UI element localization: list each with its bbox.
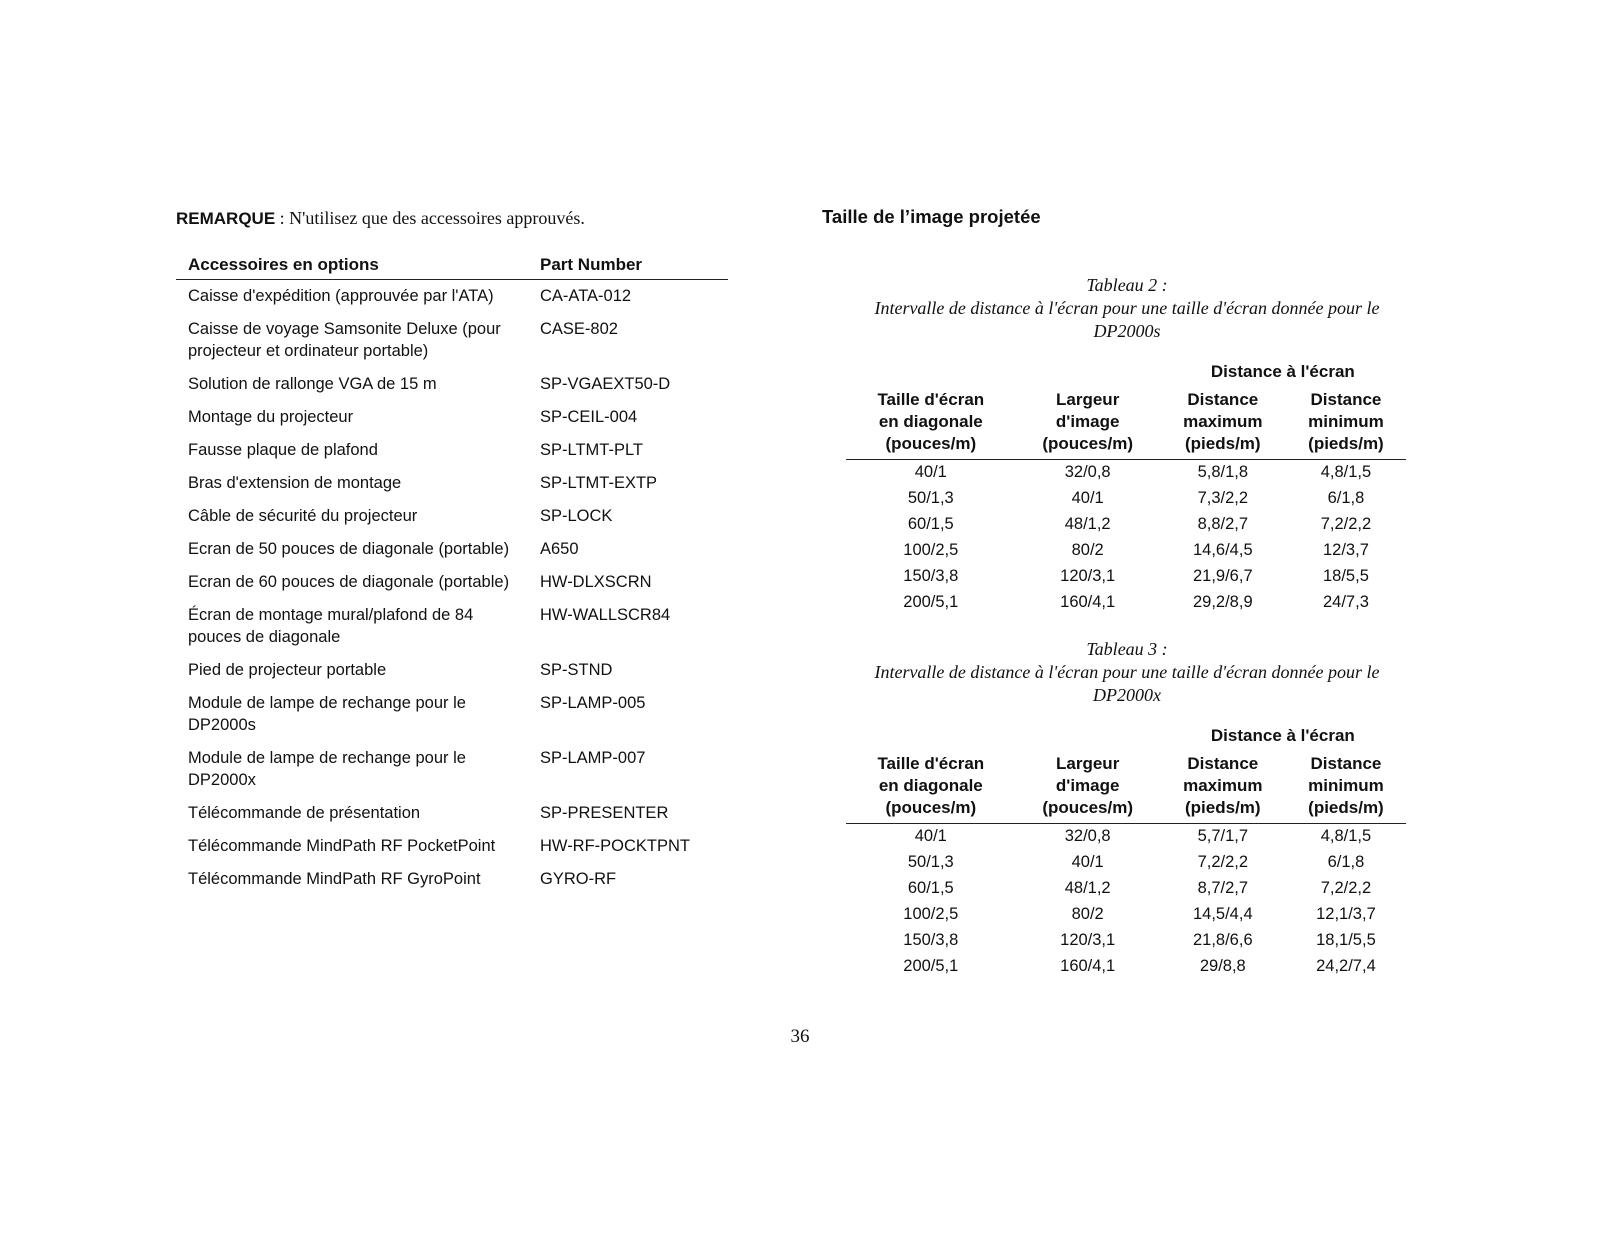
caption-title: Tableau 3 : <box>1086 639 1168 659</box>
accessory-name: Module de lampe de rechange pour le DP2000s <box>188 694 466 734</box>
table-cell: 40/1 <box>914 827 947 845</box>
table-cell: 5,7/1,7 <box>1197 827 1249 845</box>
table-cell: 21,9/6,7 <box>1192 567 1253 585</box>
group-header-row <box>846 707 1406 753</box>
table-cell: 4,8/1,5 <box>1320 463 1372 481</box>
accessory-part: SP-LTMT-EXTP <box>540 474 658 492</box>
accessory-part: SP-VGAEXT50-D <box>540 375 671 393</box>
accessory-name: Caisse d'expédition (approuvée par l'ATA) <box>188 287 494 305</box>
table-cell: 60/1,5 <box>907 879 954 897</box>
column-header: Distance minimum (pieds/m) <box>1286 753 1406 824</box>
accessory-part: GYRO-RF <box>540 870 617 888</box>
table-cell: 7,2/2,2 <box>1197 853 1249 871</box>
table-cell: 14,6/4,5 <box>1192 541 1253 559</box>
accessory-part: CASE-802 <box>540 320 618 338</box>
column-header: Taille d'écran en diagonale (pouces/m) <box>846 753 1016 824</box>
accessory-name: Solution de rallonge VGA de 15 m <box>188 375 437 393</box>
caption-title: Tableau 2 : <box>1086 275 1168 295</box>
table-row <box>846 564 1406 590</box>
table-cell: 18/5,5 <box>1323 567 1369 585</box>
accessory-part: CA-ATA-012 <box>540 287 632 305</box>
table-cell: 4,8/1,5 <box>1320 827 1372 845</box>
table-row <box>176 313 728 368</box>
accessory-part: A650 <box>540 540 579 558</box>
table-cell: 50/1,3 <box>907 489 954 507</box>
accessory-name: Télécommande MindPath RF GyroPoint <box>188 870 481 888</box>
table-cell: 200/5,1 <box>903 957 959 975</box>
accessory-name: Ecran de 60 pouces de diagonale (portable) <box>188 573 510 591</box>
caption-text: Intervalle de distance à l'écran pour une taille d'écran donnée pour le DP2000s <box>874 298 1380 341</box>
accessory-part: SP-STND <box>540 661 613 679</box>
table-cell: 6/1,8 <box>1327 853 1365 871</box>
accessories-table <box>176 251 728 896</box>
accessory-part: SP-LAMP-005 <box>540 694 646 712</box>
table-cell: 48/1,2 <box>1064 515 1111 533</box>
table-row <box>846 876 1406 902</box>
accessories-header-part: Part Number <box>528 251 728 280</box>
table-row <box>846 902 1406 928</box>
table-row <box>176 280 728 314</box>
table-cell: 21,8/6,6 <box>1192 931 1253 949</box>
accessory-name: Pied de projecteur portable <box>188 661 387 679</box>
table-row <box>176 401 728 434</box>
note-text: : N'utilisez que des accessoires approuvés. <box>275 208 585 228</box>
caption-text: Intervalle de distance à l'écran pour une taille d'écran donnée pour le DP2000x <box>874 662 1380 705</box>
table-row <box>176 599 728 654</box>
accessory-name: Module de lampe de rechange pour le DP2000x <box>188 749 466 789</box>
accessory-name: Ecran de 50 pouces de diagonale (portable) <box>188 540 510 558</box>
table-row <box>176 434 728 467</box>
column-header-row <box>846 389 1406 460</box>
table-cell: 24,2/7,4 <box>1316 957 1376 975</box>
table-row <box>176 797 728 830</box>
table-cell: 6/1,8 <box>1327 489 1365 507</box>
accessory-name: Fausse plaque de plafond <box>188 441 378 459</box>
accessory-part: SP-LAMP-007 <box>540 749 646 767</box>
accessory-name: Télécommande MindPath RF PocketPoint <box>188 837 496 855</box>
table-cell: 12/3,7 <box>1323 541 1369 559</box>
table-cell: 150/3,8 <box>903 567 959 585</box>
group-header: Distance à l'écran <box>1210 362 1355 381</box>
table-row <box>176 368 728 401</box>
column-header: Taille d'écran en diagonale (pouces/m) <box>846 389 1016 460</box>
table-cell: 160/4,1 <box>1060 593 1116 611</box>
table-cell: 29/8,8 <box>1199 957 1246 975</box>
table-cell: 60/1,5 <box>907 515 954 533</box>
group-header-row <box>846 343 1406 389</box>
table-cell: 48/1,2 <box>1064 879 1111 897</box>
distance-table-2-block <box>822 274 1408 616</box>
left-column <box>176 208 728 896</box>
table-cell: 50/1,3 <box>907 853 954 871</box>
accessory-name: Bras d'extension de montage <box>188 474 402 492</box>
table-caption <box>846 638 1408 707</box>
table-cell: 40/1 <box>914 463 947 481</box>
table-cell: 7,2/2,2 <box>1320 515 1372 533</box>
accessory-part: HW-RF-POCKTPNT <box>540 837 691 855</box>
table-cell: 120/3,1 <box>1060 931 1116 949</box>
table-row <box>176 687 728 742</box>
note-label: REMARQUE <box>176 209 276 228</box>
table-row <box>846 538 1406 564</box>
table-cell: 7,2/2,2 <box>1320 879 1372 897</box>
accessory-name: Câble de sécurité du projecteur <box>188 507 418 525</box>
table-cell: 80/2 <box>1071 541 1104 559</box>
distance-table <box>846 343 1406 616</box>
table-cell: 8,7/2,7 <box>1197 879 1249 897</box>
column-header: Largeur d'image (pouces/m) <box>1016 753 1160 824</box>
table-row <box>846 460 1406 487</box>
right-column <box>822 206 1408 980</box>
group-header: Distance à l'écran <box>1210 726 1355 745</box>
table-cell: 14,5/4,4 <box>1192 905 1253 923</box>
accessories-body <box>176 280 728 897</box>
table-row <box>176 533 728 566</box>
table-cell: 32/0,8 <box>1064 463 1111 481</box>
accessory-part: SP-CEIL-004 <box>540 408 638 426</box>
table-row <box>846 954 1406 980</box>
accessory-part: SP-LOCK <box>540 507 613 525</box>
section-title: Taille de l’image projetée <box>822 206 1041 227</box>
table-row <box>176 467 728 500</box>
column-header: Distance maximum (pieds/m) <box>1160 389 1286 460</box>
distance-table-3-block <box>822 638 1408 980</box>
accessory-name: Télécommande de présentation <box>188 804 421 822</box>
table-cell: 100/2,5 <box>903 905 959 923</box>
table-row <box>846 928 1406 954</box>
accessories-header-row <box>176 251 728 280</box>
table-cell: 40/1 <box>1071 853 1104 871</box>
table-cell: 5,8/1,8 <box>1197 463 1249 481</box>
table-cell: 100/2,5 <box>903 541 959 559</box>
table-cell: 120/3,1 <box>1060 567 1116 585</box>
accessory-name: Écran de montage mural/plafond de 84 pouces de diagonale <box>188 606 474 646</box>
table-cell: 150/3,8 <box>903 931 959 949</box>
table-cell: 80/2 <box>1071 905 1104 923</box>
table-cell: 24/7,3 <box>1323 593 1369 611</box>
table-cell: 160/4,1 <box>1060 957 1116 975</box>
accessory-part: SP-PRESENTER <box>540 804 669 822</box>
table-cell: 8,8/2,7 <box>1197 515 1249 533</box>
table-cell: 32/0,8 <box>1064 827 1111 845</box>
table-row <box>176 830 728 863</box>
distance-table-body <box>846 824 1406 981</box>
table-cell: 12,1/3,7 <box>1316 905 1376 923</box>
accessory-name: Caisse de voyage Samsonite Deluxe (pour projecteur et ordinateur portable) <box>188 320 501 360</box>
column-header-row <box>846 753 1406 824</box>
accessory-part: HW-DLXSCRN <box>540 573 652 591</box>
page-number: 36 <box>790 1026 810 1047</box>
table-cell: 40/1 <box>1071 489 1104 507</box>
table-row <box>176 742 728 797</box>
distance-table-body <box>846 460 1406 617</box>
table-row <box>846 590 1406 616</box>
table-cell: 18,1/5,5 <box>1316 931 1376 949</box>
table-row <box>846 850 1406 876</box>
column-header: Distance maximum (pieds/m) <box>1160 753 1286 824</box>
table-cell: 29,2/8,9 <box>1192 593 1253 611</box>
accessories-header-name: Accessoires en options <box>176 251 528 280</box>
table-row <box>176 566 728 599</box>
table-row <box>176 654 728 687</box>
table-cell: 200/5,1 <box>903 593 959 611</box>
accessory-part: HW-WALLSCR84 <box>540 606 671 624</box>
table-row <box>846 512 1406 538</box>
accessory-name: Montage du projecteur <box>188 408 354 426</box>
table-row <box>176 500 728 533</box>
table-cell: 7,3/2,2 <box>1197 489 1249 507</box>
accessory-part: SP-LTMT-PLT <box>540 441 643 459</box>
table-row <box>846 824 1406 851</box>
column-header: Distance minimum (pieds/m) <box>1286 389 1406 460</box>
column-header: Largeur d'image (pouces/m) <box>1016 389 1160 460</box>
table-row <box>846 486 1406 512</box>
distance-table <box>846 707 1406 980</box>
table-row <box>176 863 728 896</box>
table-caption <box>846 274 1408 343</box>
note <box>176 208 728 229</box>
